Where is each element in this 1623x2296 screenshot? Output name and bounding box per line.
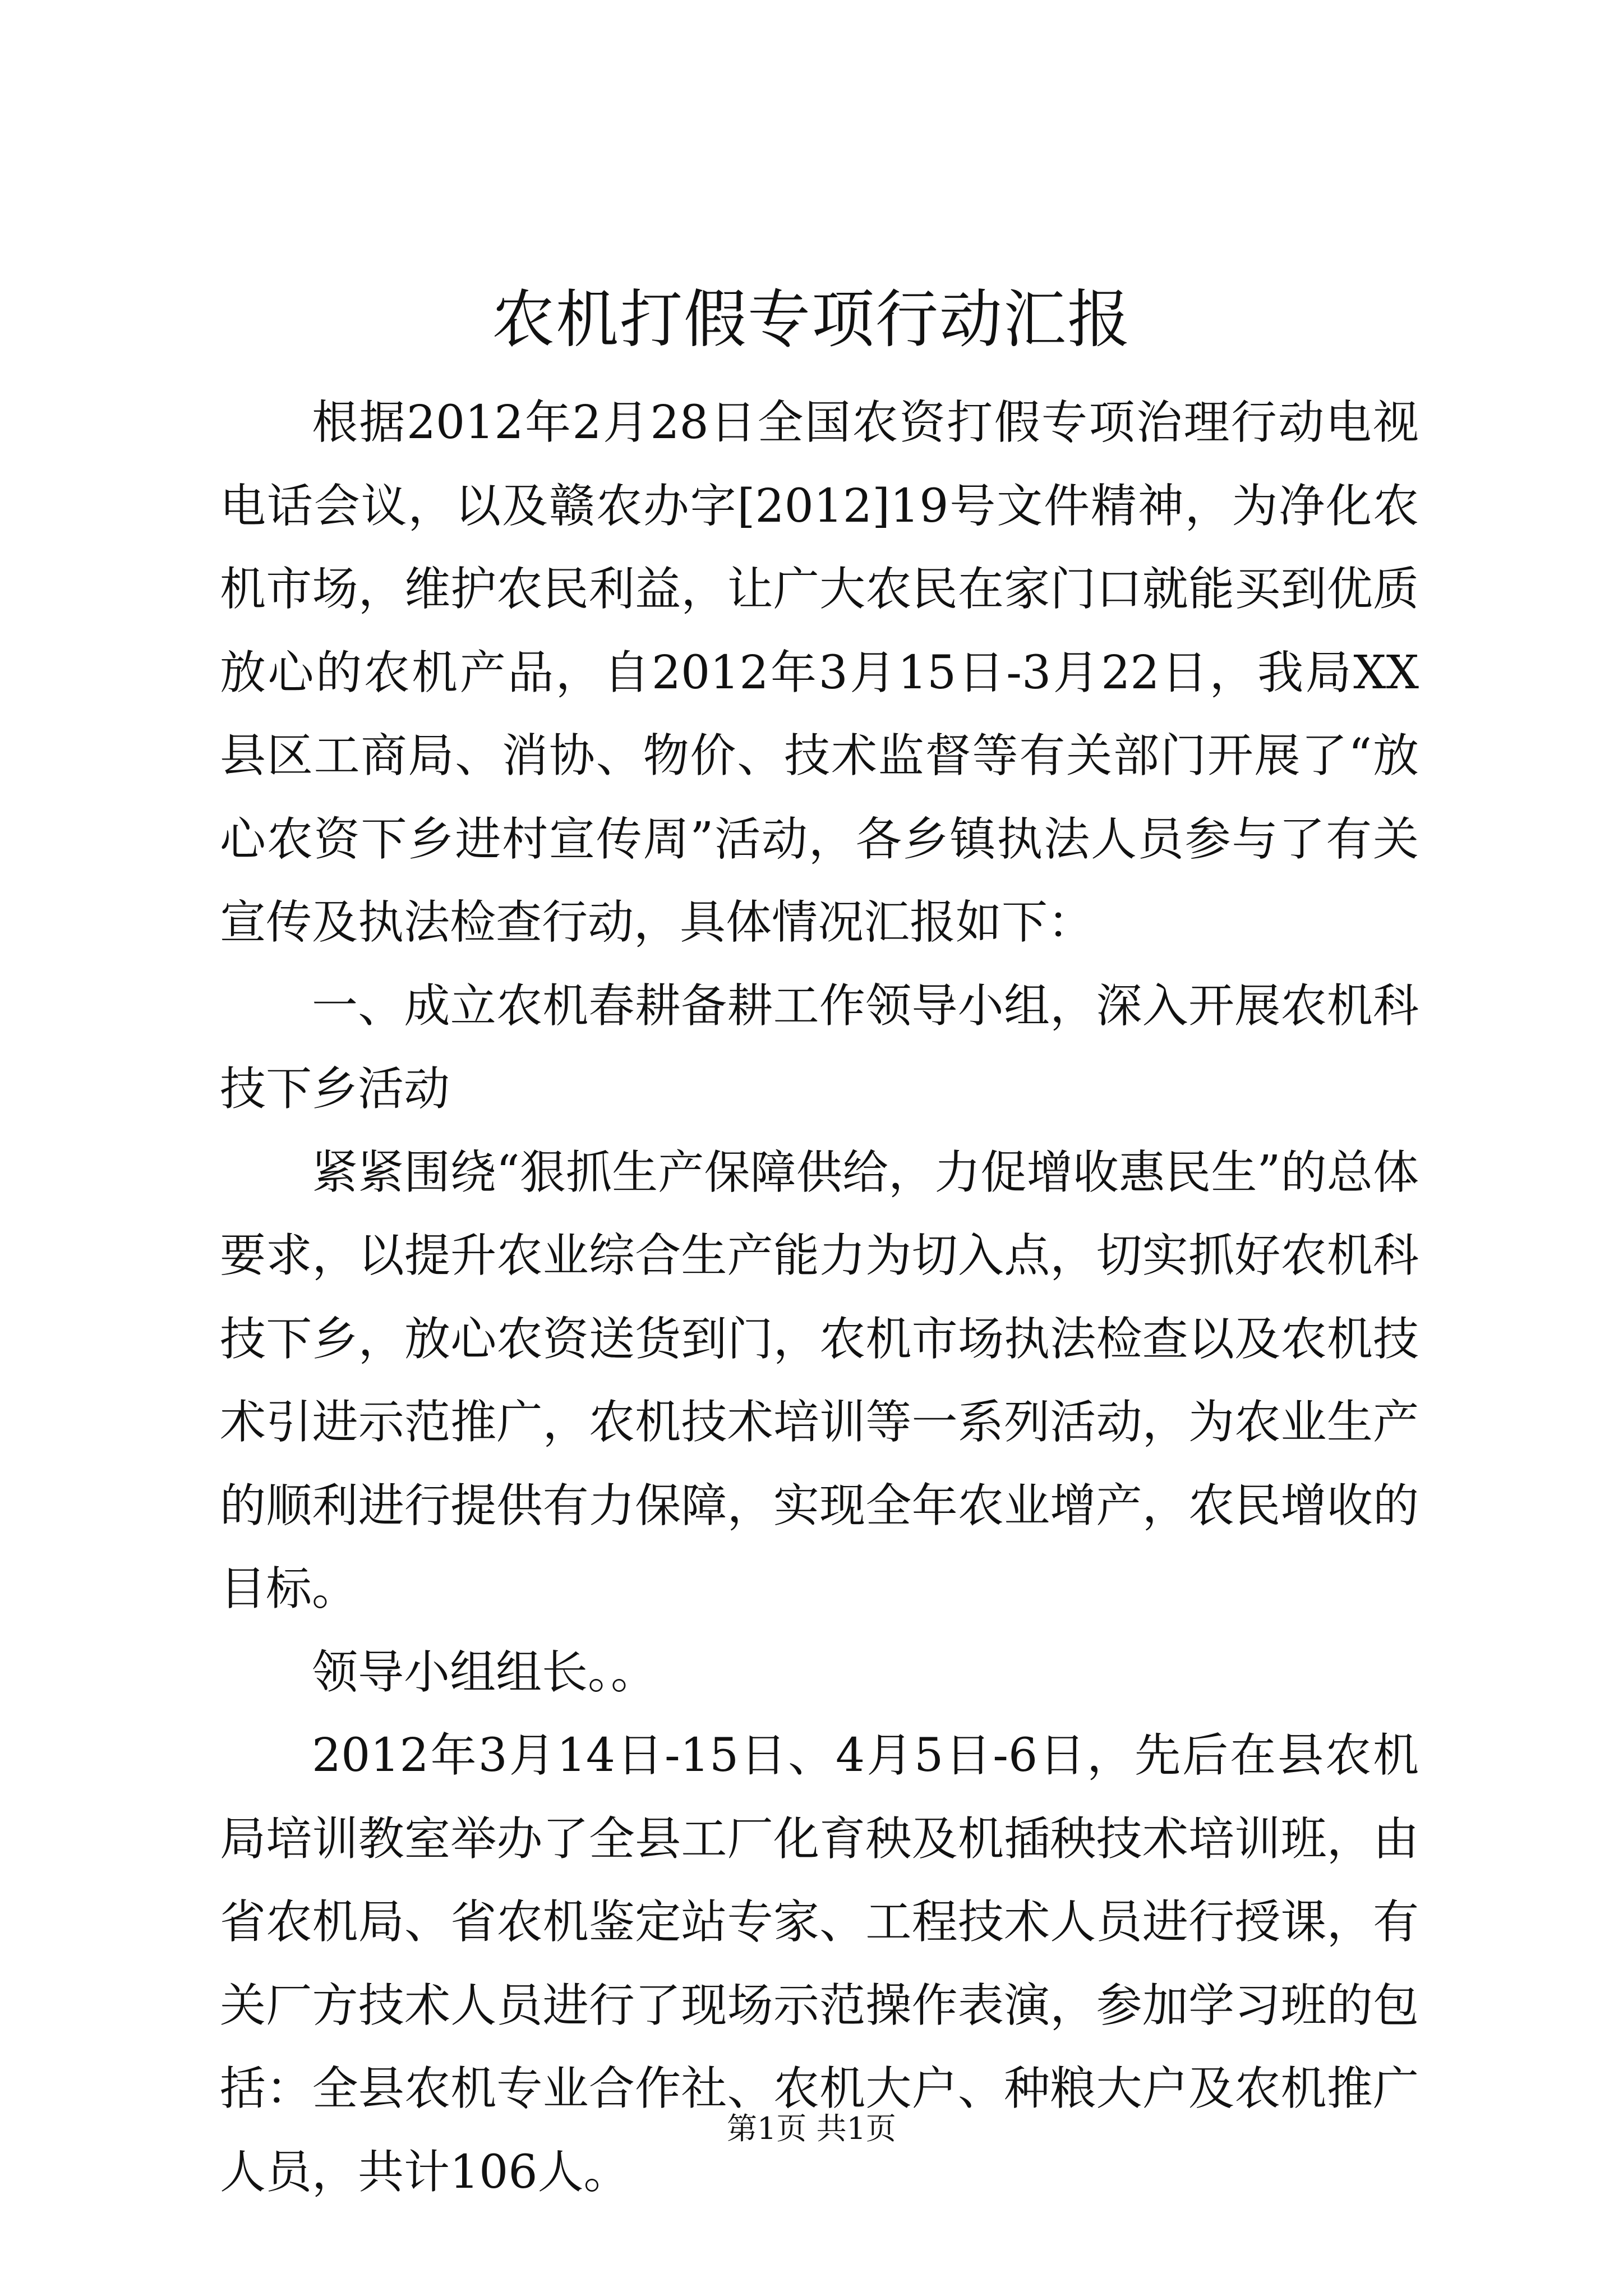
body-paragraph-leader: 领导小组组长。。 xyxy=(312,1645,657,1699)
body-paragraph-goals: 紧紧围绕“狠抓生产保障供给，力促增收惠民生”的总体要求，以提升农业综合生产能力为切入点，切实抓好农机科技下乡，放心农资送货到门，农机市场执法检查以及农机技术引进示范推广，农机技术培训等一系列活动，为农业生产的顺利进行提供有力保障，实现全年农业增产，农民增收的目标。 xyxy=(220,1145,1419,1616)
body-paragraph-training: 2012年3月14日-15日、4月5日-6日，先后在县农机局培训教室举办了全县工厂化育秧及机插秧技术培训班，由省农机局、省农机鉴定站专家、工程技术人员进行授课，有关厂方技术人员进行了现场示范操作表演，参加学习班的包括：全县农机专业合作社、农机大户、种粮大户及农机推广人员，共计106人。 xyxy=(220,1729,1419,2199)
document-title: 农机打假专项行动汇报 xyxy=(492,283,1131,356)
page-number-footer: 第1页 共1页 xyxy=(727,2111,896,2146)
document-body xyxy=(220,381,1419,2214)
section-heading-1: 一、成立农机春耕备耕工作领导小组，深入开展农机科技下乡活动 xyxy=(220,979,1419,1116)
body-paragraph-intro: 根据2012年2月28日全国农资打假专项治理行动电视电话会议，以及赣农办字[2012]19号文件精神，为净化农机市场，维护农民利益，让广大农民在家门口就能买到优质放心的农机产品，自2012年3月15日-3月22日，我局XX县区工商局、消协、物价、技术监督等有关部门开展了“放心农资下乡进村宣传周”活动，各乡镇执法人员参与了有关宣传及执法检查行动，具体情况汇报如下： xyxy=(220,396,1419,949)
